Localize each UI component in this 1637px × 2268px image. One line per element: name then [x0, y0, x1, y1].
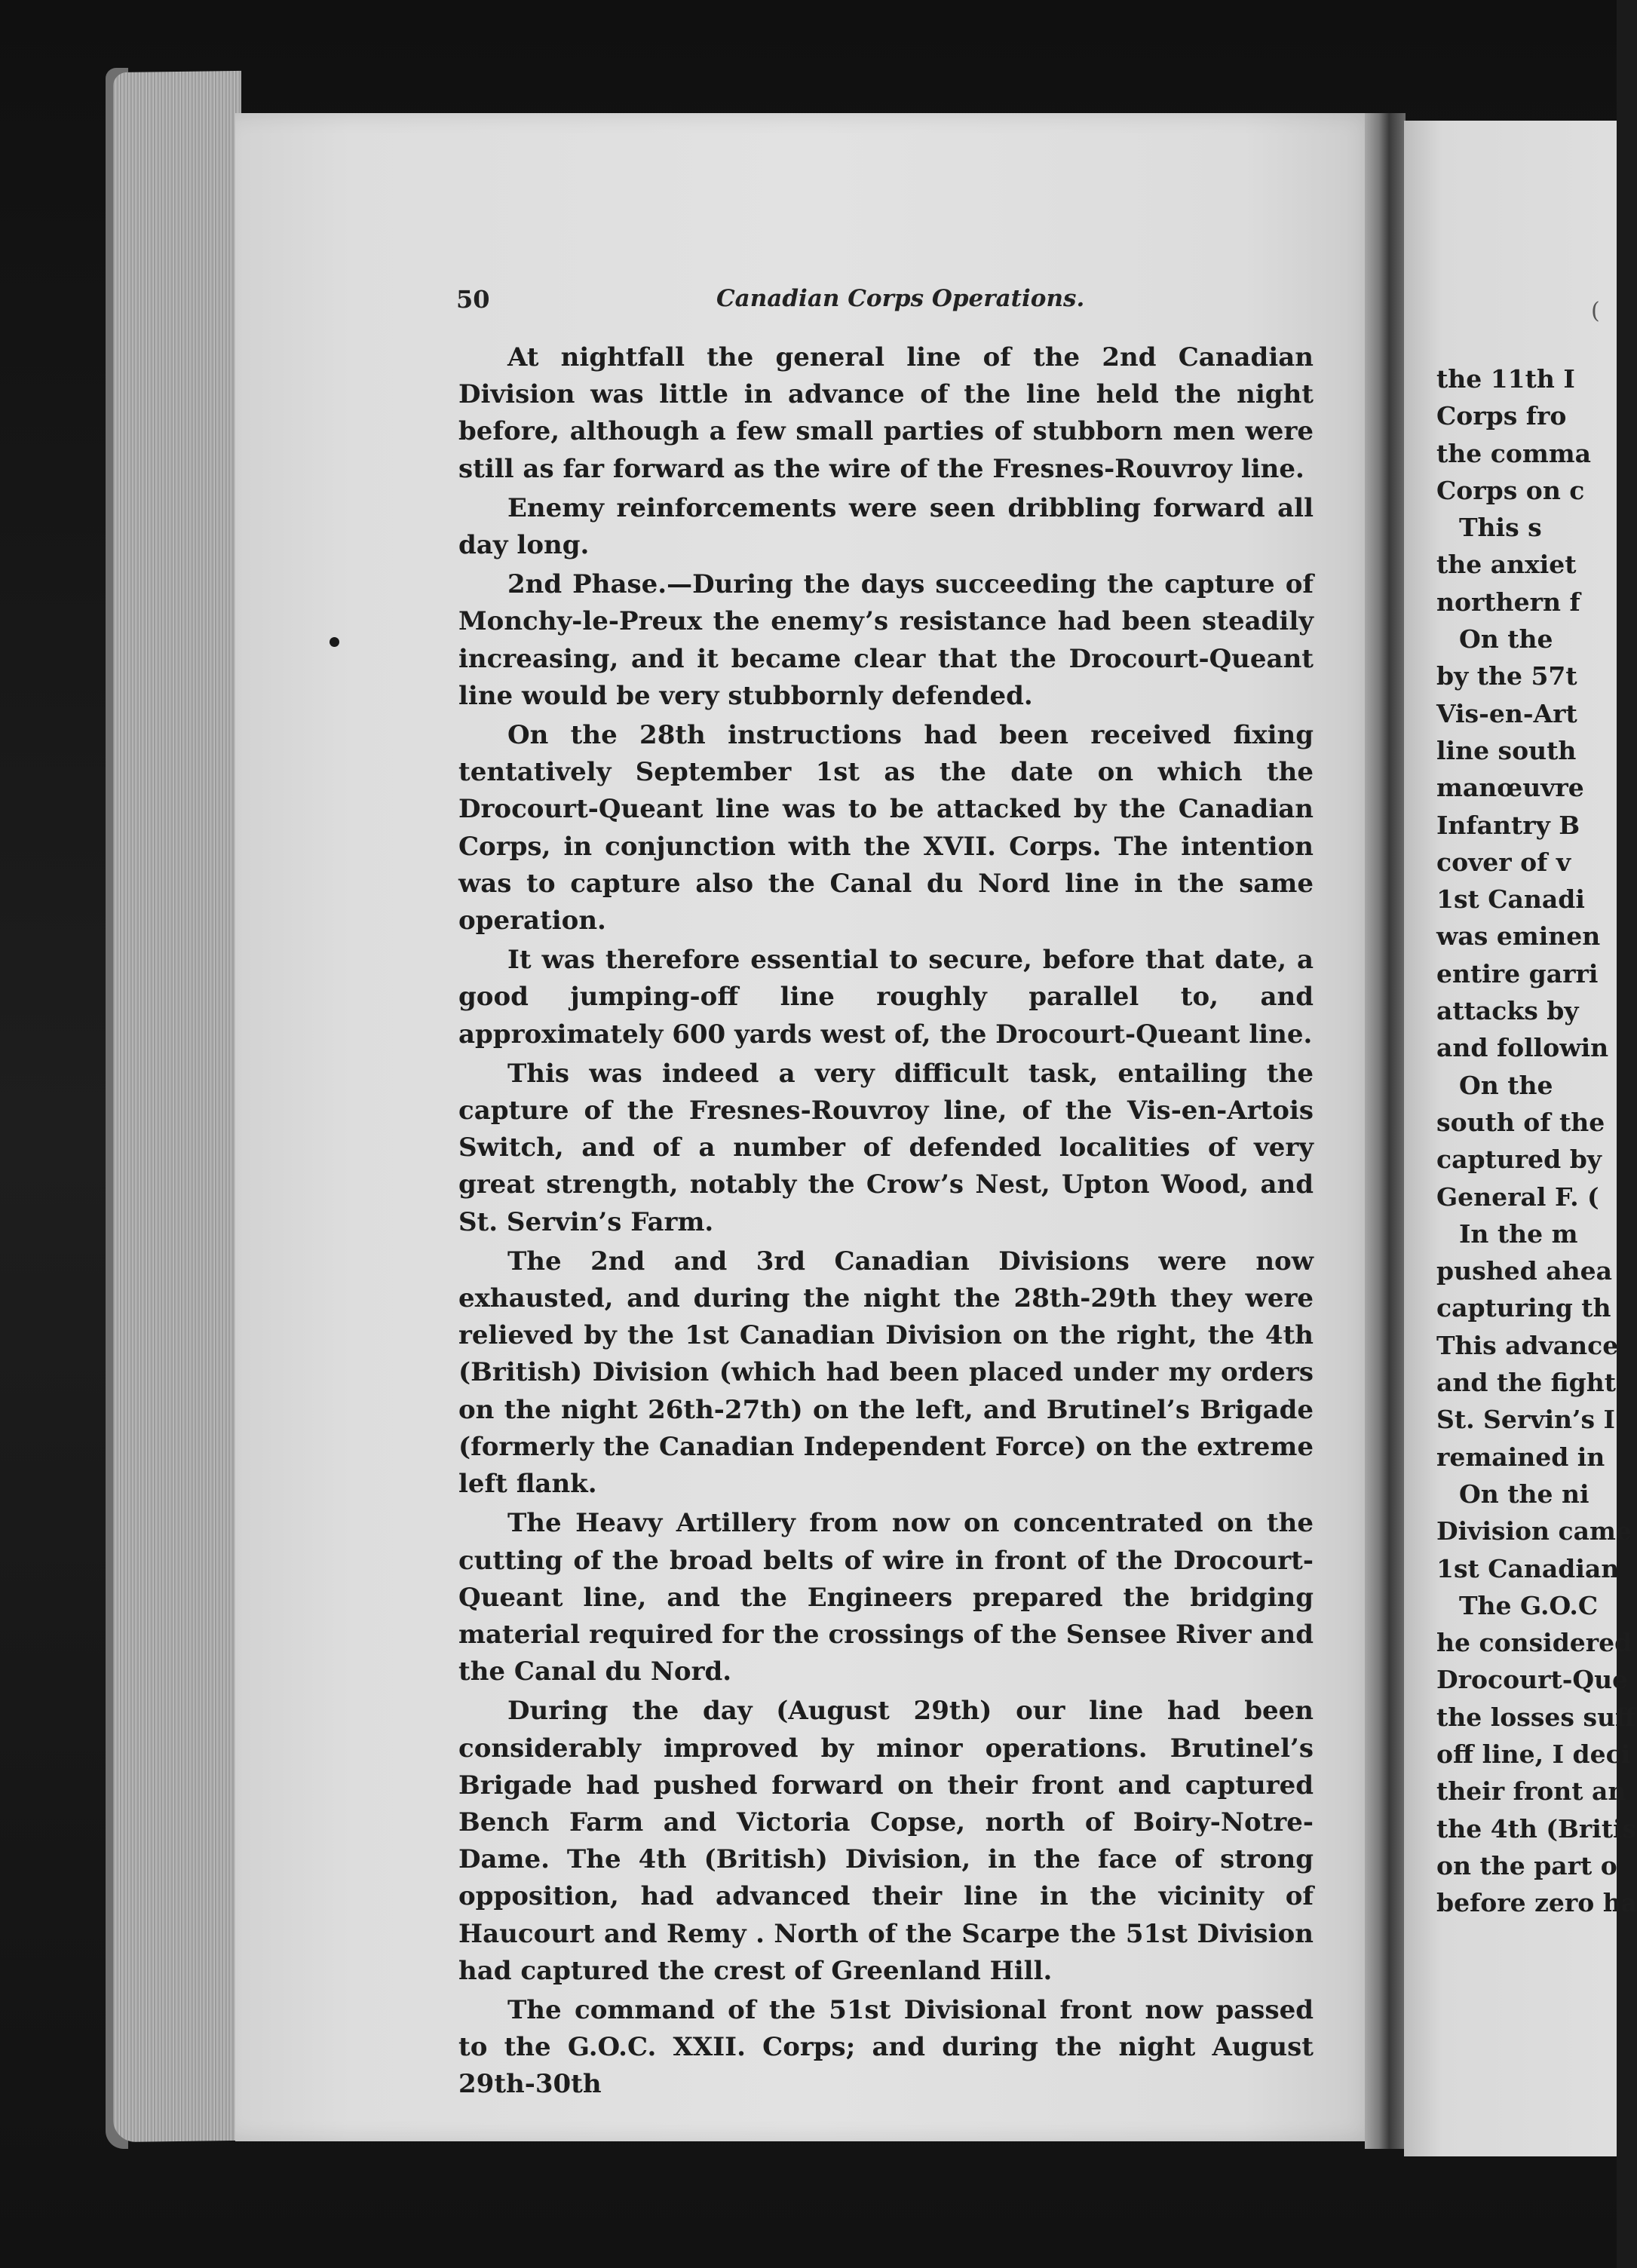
page-header [456, 285, 1316, 323]
left-page-body [458, 339, 1314, 2104]
right-page-line: The G.O.C [1459, 1590, 1599, 1620]
right-page-line: Corps fro [1436, 401, 1567, 431]
right-page-line: 1st Canadian [1436, 1553, 1620, 1583]
running-title: Canadian Corps Operations. [716, 285, 1085, 312]
page-number: 50 [456, 285, 490, 314]
paragraph: The command of the 51st Divisional front now passed to the G.O.C. XXII. Corps; and during the night August 29th-30th [458, 1994, 1314, 2100]
right-page-line: and followin [1436, 1033, 1609, 1063]
right-page-line: In the m [1459, 1218, 1578, 1249]
right-page-line: On the [1459, 624, 1553, 654]
right-page-line: line south [1436, 735, 1577, 765]
right-page-line: the 11th I [1436, 364, 1575, 394]
paragraph: Enemy reinforcements were seen dribbling forward all day long. [458, 492, 1314, 561]
right-page-line: the 4th (Britis [1436, 1813, 1637, 1844]
right-page-line: he considered [1436, 1628, 1632, 1658]
right-page-line: their front an [1436, 1776, 1626, 1807]
right-page-line: On the [1459, 1070, 1553, 1100]
book-page-edges [113, 71, 241, 2142]
right-page-line: Vis-en-Art [1436, 698, 1577, 728]
right-page-line: was eminen [1436, 921, 1601, 952]
book-gutter [1365, 113, 1406, 2149]
paragraph: During the day (August 29th) our line had been considerably improved by minor operations. Brutinel’s Brigade had pushed forward on their front and captured Bench Farm and Victoria Copse, north of Boiry-Notre-Dame. The 4th (British) Division, in the face of strong opposition, had advanced their line in the vicinity of Haucourt and Remy . North of the Scarpe the 51st Division had captured the crest of Greenland Hill. [458, 1696, 1314, 1986]
paragraph: On the 28th instructions had been received fixing tentatively September 1st as the date on which the Drocourt-Queant line was to be attacked by the Canadian Corps, in conjunction with the XVII. Corps. The intention was to capture also the Canal du Nord line in the same operation. [458, 720, 1314, 936]
section-heading: 2nd Phase. [507, 569, 667, 600]
right-page-line: off line, I deci [1436, 1739, 1631, 1769]
right-page-line: south of the [1436, 1107, 1605, 1137]
right-page-line: northern f [1436, 587, 1580, 617]
right-page-line: 1st Canadi [1436, 884, 1585, 915]
right-page-line: Infantry B [1436, 810, 1580, 840]
right-page-line: Division came [1436, 1516, 1632, 1546]
paragraph: The Heavy Artillery from now on concentrated on the cutting of the broad belts of wire in front of the Drocourt-Queant line, and the Engineers prepared the bridging material required for the crossings of the Sensee River and the Canal du Nord. [458, 1508, 1314, 1687]
right-page-line: cover of v [1436, 847, 1571, 877]
right-page-line: pushed ahea [1436, 1256, 1612, 1286]
right-page-line: remained in [1436, 1442, 1605, 1472]
right-page-line: the anxiet [1436, 550, 1577, 580]
right-page-line: the losses suff [1436, 1702, 1636, 1732]
right-page-line: capturing th [1436, 1293, 1611, 1323]
right-page-header-fragment: ( [1591, 298, 1600, 324]
right-page-body [1436, 360, 1637, 1921]
right-page-line: and the fight [1436, 1368, 1616, 1398]
right-page-line: St. Servin’s I [1436, 1405, 1615, 1435]
paragraph: This was indeed a very difficult task, entailing the capture of the Fresnes-Rouvroy line, of the Vis-en-Artois Switch, and of a number of defended localities of very great strength, notably the Crow’s Nest, Upton Wood, and St. Servin’s Farm. [458, 1058, 1314, 1237]
ink-speck [330, 637, 339, 647]
paragraph [458, 566, 1314, 715]
paragraph: At nightfall the general line of the 2nd Canadian Division was little in advance of the line held the night before, although a few small parties of stubborn men were still as far forward as the wire of the Fresnes-Rouvroy line. [458, 342, 1314, 484]
right-page-line: entire garri [1436, 958, 1599, 988]
right-page-line: before zero ha [1436, 1888, 1637, 1918]
paragraph: It was therefore essential to secure, before that date, a good jumping-off line roughly parallel to, and approximately 600 yards west of, the Drocourt-Queant line. [458, 945, 1314, 1050]
right-page-line: This s [1459, 513, 1542, 543]
right-page-line: This advance [1436, 1330, 1619, 1360]
right-page-line: by the 57t [1436, 661, 1577, 691]
right-page-line: manœuvre [1436, 773, 1584, 803]
right-page-line: Drocourt-Que [1436, 1665, 1629, 1695]
right-page-line: the comma [1436, 438, 1592, 468]
right-page-line: captured by [1436, 1145, 1602, 1175]
right-page-line: on the part o [1436, 1850, 1617, 1880]
right-page-line: General F. ( [1436, 1182, 1599, 1212]
paragraph-text: —During the days succeeding the capture of Monchy-le-Preux the enemy’s resistance had been steadily increasing, and it became clear that the Drocourt-Queant line would be very stubbornly defended. [458, 569, 1314, 711]
right-page-line: attacks by [1436, 996, 1579, 1026]
right-page-line: On the ni [1459, 1479, 1589, 1509]
paragraph: The 2nd and 3rd Canadian Divisions were now exhausted, and during the night the 28th-29th they were relieved by the 1st Canadian Division on the right, the 4th (British) Division (which had been placed under my orders on the night 26th-27th) on the left, and Brutinel’s Brigade (formerly the Canadian Independent Force) on the extreme left flank. [458, 1246, 1314, 1500]
right-page-line: Corps on c [1436, 475, 1585, 505]
